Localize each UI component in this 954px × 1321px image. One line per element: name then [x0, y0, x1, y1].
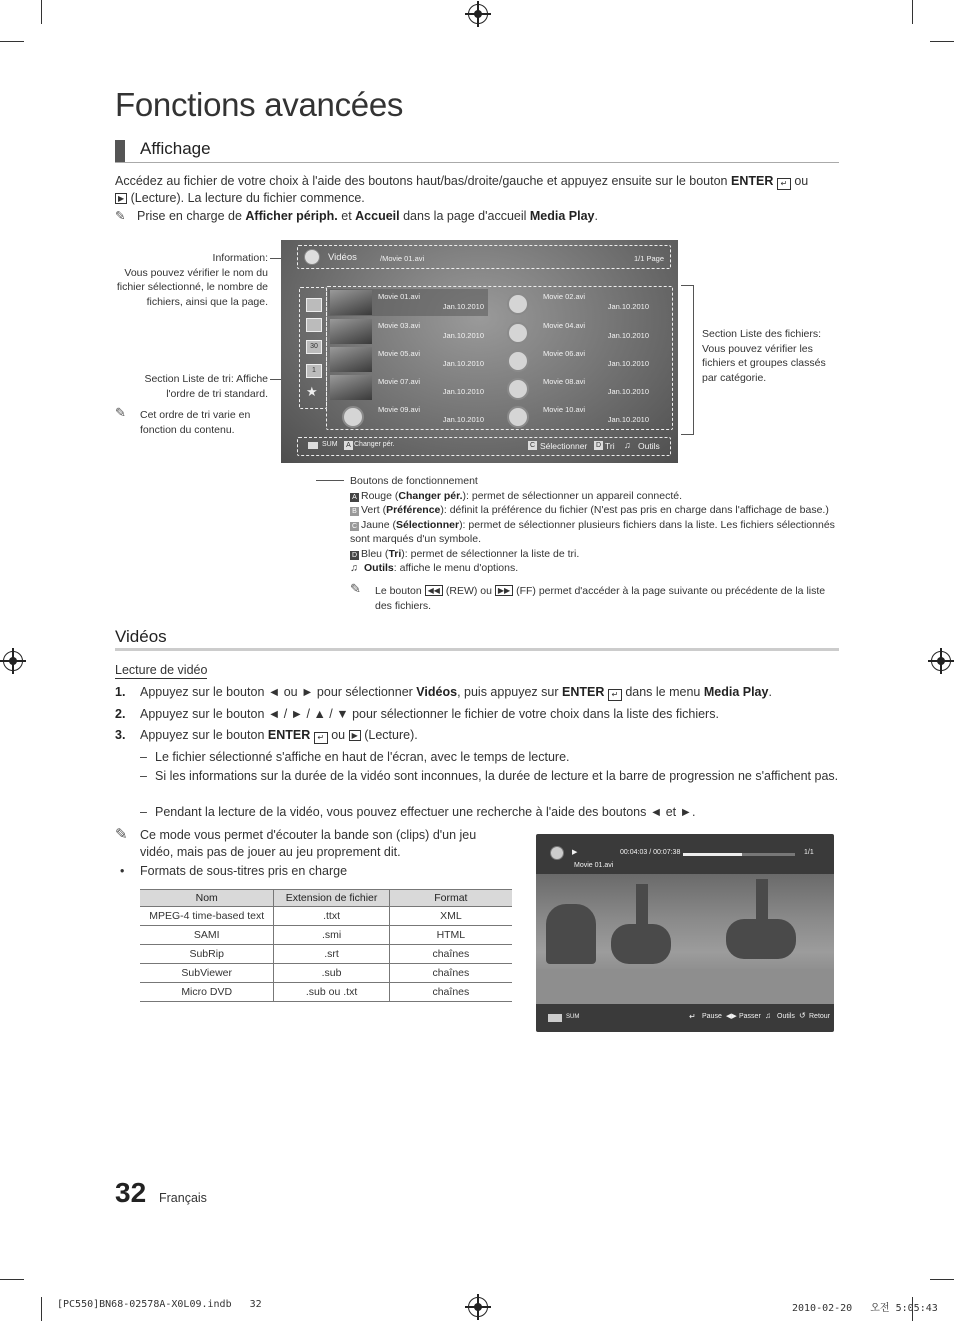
- section-marker: [115, 140, 125, 162]
- pause-button[interactable]: Pause: [702, 1013, 722, 1020]
- enter-icon: ↵: [314, 732, 328, 744]
- crop-mark: [930, 1279, 954, 1280]
- file-path: /Movie 01.avi: [380, 254, 425, 263]
- video-scene: [536, 969, 834, 1004]
- list-item[interactable]: Movie 03.avi Jan.10.2010: [328, 318, 488, 345]
- column-header: Extension de fichier: [274, 890, 389, 907]
- play-key-icon: ▶: [349, 730, 361, 741]
- list-item[interactable]: Movie 01.avi Jan.10.2010: [328, 289, 488, 316]
- video-scene: [726, 919, 796, 959]
- crop-mark: [930, 41, 954, 42]
- crop-mark: [41, 0, 42, 24]
- list-item[interactable]: Movie 02.avi Jan.10.2010: [493, 289, 653, 316]
- bullet: •: [120, 864, 125, 878]
- dash-item-3: – Pendant la lecture de la vidéo, vous pouvez effectuer une recherche à l'aide des boutons ◄ et ►.: [140, 805, 696, 819]
- video-frame: [536, 874, 834, 1004]
- return-button[interactable]: Retour: [809, 1013, 831, 1020]
- video-thumbnail: [330, 290, 372, 315]
- calendar-icon[interactable]: 1: [306, 364, 322, 378]
- enter-icon: ↵: [689, 1012, 696, 1021]
- note-pencil-icon: ✎: [350, 581, 361, 596]
- list-item[interactable]: Movie 04.avi Jan.10.2010: [493, 318, 653, 345]
- step-2: 2. Appuyez sur le bouton ◄ / ► / ▲ / ▼ pour sélectionner le fichier de votre choix dans la liste des fichiers.: [115, 707, 719, 721]
- registration-mark-icon: [931, 651, 951, 671]
- list-item[interactable]: Movie 05.avi Jan.10.2010: [328, 346, 488, 373]
- function-buttons-bar: SUM A Changer pér. C Sélectionner D Tri ♫ Outils: [297, 437, 671, 456]
- section-rule: [115, 162, 839, 163]
- device-icon: [308, 442, 318, 449]
- category-label: Vidéos: [328, 252, 357, 263]
- callout-information: Information: Vous pouvez vérifier le nom du fichier sélectionné, le nombre de fichiers, ainsi que la page.: [116, 252, 268, 308]
- callout-sort-note: ✎ Cet ordre de tri varie en fonction du contenu.: [115, 405, 251, 436]
- tools-icon: ♫: [350, 562, 358, 574]
- list-item[interactable]: Movie 10.avi Jan.10.2010: [493, 402, 653, 429]
- ff-key-icon: ▶▶: [495, 585, 513, 596]
- crop-mark: [41, 1297, 42, 1321]
- list-item[interactable]: Movie 09.avi Jan.10.2010: [328, 402, 488, 429]
- rew-key-icon: ◀◀: [425, 585, 443, 596]
- step-3: 3. Appuyez sur le bouton ENTER ↵ ou ▶ (Lecture).: [115, 728, 418, 742]
- page-title: Fonctions avancées: [115, 86, 404, 123]
- note-media-play: ✎ Prise en charge de Afficher périph. et Accueil dans la page d'accueil Media Play.: [115, 209, 598, 223]
- d-key-icon: D: [351, 551, 358, 559]
- crop-mark: [0, 41, 24, 42]
- tools-icon[interactable]: ♫: [624, 440, 631, 450]
- video-thumbnail: [330, 319, 372, 344]
- red-a-button[interactable]: A: [344, 441, 353, 450]
- registration-mark-icon: [3, 651, 23, 671]
- file-list-section: [326, 286, 673, 430]
- game-note: ✎ Ce mode vous permet d'écouter la bande son (clips) d'un jeu vidéo, mais pas de jouer au jeu proprement dit.: [115, 826, 477, 859]
- video-scene: [611, 924, 671, 964]
- film-reel-icon: [507, 322, 529, 344]
- play-state-icon: ▶: [572, 849, 578, 856]
- table-row: SubViewer .sub chaînes: [140, 964, 512, 983]
- information-bar: [297, 245, 671, 269]
- note-pencil-icon: ✎: [115, 826, 128, 843]
- file-count: 1/1: [804, 849, 814, 856]
- list-item[interactable]: Movie 07.avi Jan.10.2010: [328, 374, 488, 401]
- blue-d-button[interactable]: D: [595, 442, 602, 449]
- sort-list-section[interactable]: [299, 287, 327, 409]
- person-icon[interactable]: [306, 318, 322, 332]
- film-reel-icon: [507, 293, 529, 315]
- return-icon: ↺: [799, 1011, 806, 1020]
- table-header-row: [140, 890, 512, 907]
- tools-button[interactable]: Outils: [777, 1013, 795, 1020]
- film-reel-icon: [550, 846, 564, 860]
- subtitle-formats-table: [140, 889, 512, 1002]
- column-header: Nom: [140, 890, 274, 907]
- section-heading-affichage: Affichage: [140, 139, 211, 158]
- progress-bar[interactable]: [683, 853, 795, 856]
- callout-line: [316, 480, 344, 481]
- print-date-info: 2010-02-20 오전 5:05:43: [792, 1303, 938, 1314]
- video-thumbnail: [330, 375, 372, 400]
- left-right-icon: ◀▶: [726, 1013, 737, 1020]
- calendar-icon[interactable]: 30: [306, 340, 322, 354]
- playback-time: 00:04:03 / 00:07:38: [620, 849, 681, 856]
- folder-icon[interactable]: [306, 298, 322, 312]
- a-key-icon: A: [350, 493, 359, 502]
- table-row: Micro DVD .sub ou .txt chaînes: [140, 983, 512, 1002]
- bullet-subtitle-formats: • Formats de sous-titres pris en charge: [120, 864, 348, 878]
- film-reel-icon: [507, 378, 529, 400]
- progress-fill: [683, 853, 742, 856]
- enter-icon: ↵: [608, 689, 622, 701]
- play-key-icon: ▶: [115, 193, 127, 204]
- rew-ff-note: ✎ Le bouton ◀◀ (REW) ou ▶▶ (FF) permet d'accéder à la page suivante ou précédente de la liste des fichiers.: [350, 581, 826, 612]
- film-reel-icon: [507, 350, 529, 372]
- table-row: SubRip .srt chaînes: [140, 945, 512, 964]
- yellow-c-button[interactable]: C: [529, 442, 536, 449]
- table-row: MPEG-4 time-based text .ttxt XML: [140, 907, 512, 926]
- video-thumbnail: [330, 347, 372, 372]
- media-play-video-screen: [281, 240, 678, 463]
- tools-icon: ♫: [765, 1011, 771, 1020]
- intro-paragraph: Accédez au fichier de votre choix à l'aide des boutons haut/bas/droite/gauche et appuyez ensuite sur le bouton ENTER ↵ ou ▶ (Lecture). La lecture du fichier commence.: [115, 174, 809, 205]
- b-key-icon: B: [350, 507, 359, 516]
- page-indicator: 1/1 Page: [633, 254, 664, 263]
- page-number: 32: [115, 1177, 147, 1208]
- video-playback-screen: ▶ 00:04:03 / 00:07:38 1/1 Movie 01.avi SUM ↵ Pause ◀▶ Passer ♫ Outils ↺ Retour: [536, 834, 834, 1032]
- dash-item-1: – Le fichier sélectionné s'affiche en haut de l'écran, avec le temps de lecture.: [140, 750, 570, 764]
- crop-mark: [0, 1279, 24, 1280]
- crop-mark: [912, 0, 913, 24]
- print-file-info: [PC550]BN68-02578A-X0L09.indb 32: [57, 1299, 262, 1310]
- file-list-bracket: [681, 285, 694, 435]
- film-reel-icon: [304, 249, 320, 265]
- function-buttons-description: Boutons de fonctionnement A Rouge (Changer pér.): permet de sélectionner un appareil connecté. B Vert (Préférence): définit la préférence du fichier (N'est pas pris en charge dans l'affichage de base.) C Jaune (Sélectionner): permet de sélectionner plusieurs fichiers dans la liste. Les fichiers sélectionnés sont marqués d'un symbole. D Bleu (Tri): permet de sélectionner la liste de tri. ♫ Outils: affiche le menu d'options.: [350, 475, 835, 574]
- footer-language: Français: [159, 1191, 207, 1205]
- table-row: SAMI .smi HTML: [140, 926, 512, 945]
- step-1: 1. Appuyez sur le bouton ◄ ou ► pour sélectionner Vidéos, puis appuyez sur ENTER ↵ dans le menu Media Play.: [115, 685, 772, 699]
- enter-icon: ↵: [777, 178, 791, 190]
- star-icon[interactable]: ★: [306, 384, 318, 399]
- section-rule: [115, 648, 839, 651]
- registration-mark-icon: [468, 4, 488, 24]
- film-reel-icon: [342, 406, 364, 428]
- section-heading-videos: Vidéos: [115, 627, 167, 646]
- callout-sort: Section Liste de tri: Affiche l'ordre de tri standard.: [144, 373, 268, 400]
- callout-file-list: Section Liste des fichiers: Vous pouvez vérifier les fichiers et groupes classés par catégorie.: [702, 328, 826, 384]
- column-header: Format: [389, 890, 512, 907]
- list-item[interactable]: Movie 06.avi Jan.10.2010: [493, 346, 653, 373]
- film-reel-icon: [507, 406, 529, 428]
- note-pencil-icon: ✎: [115, 405, 126, 420]
- playing-file-name: Movie 01.avi: [574, 862, 614, 869]
- dash-item-2: – Si les informations sur la durée de la vidéo sont inconnues, la durée de lecture et la barre de progression ne s'affichent pas.: [140, 769, 839, 783]
- c-key-icon: C: [351, 522, 358, 530]
- list-item[interactable]: Movie 08.avi Jan.10.2010: [493, 374, 653, 401]
- subheading-lecture-video: Lecture de vidéo: [115, 663, 208, 677]
- note-pencil-icon: ✎: [115, 209, 126, 223]
- skip-button[interactable]: Passer: [739, 1013, 761, 1020]
- video-scene: [546, 904, 596, 964]
- registration-mark-icon: [468, 1297, 488, 1317]
- device-icon: [548, 1014, 562, 1022]
